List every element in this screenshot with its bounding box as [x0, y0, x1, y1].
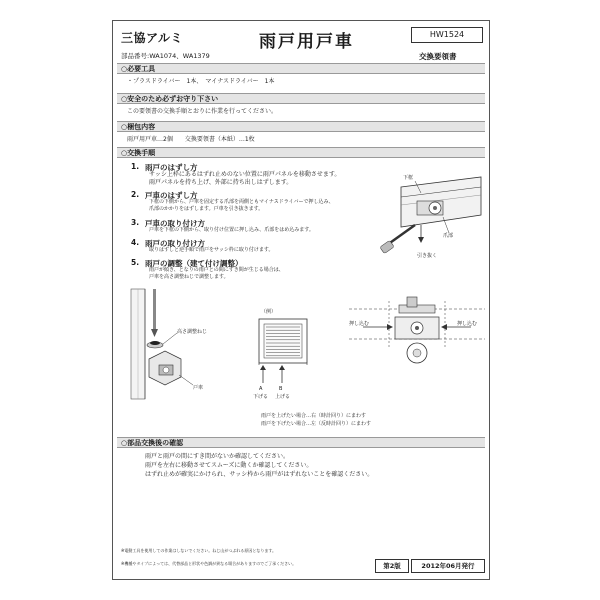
- step-1-title: 雨戸のはずし方: [145, 163, 198, 172]
- label-pull-out: 引き抜く: [417, 253, 438, 259]
- step-1-number: 1.: [131, 162, 140, 171]
- step-5-line-1: 雨戸が傾き、となりの雨戸との間にすき間が生じる場合は、: [149, 267, 284, 273]
- figure-panel-example: [257, 317, 309, 387]
- check-line-2: 雨戸を左右に移動させてスムーズに動くか確認してください。: [145, 462, 313, 469]
- section-tools-heading: ○必要工具: [117, 63, 485, 74]
- section-package-heading: ○梱包内容: [117, 121, 485, 132]
- label-b: B: [279, 386, 283, 392]
- section-check-heading: ○部品交換後の確認: [117, 437, 485, 448]
- figure-push-in: [349, 291, 485, 381]
- note-lower: 雨戸を下げたい場合…左（反時計回り）にまわす: [261, 421, 372, 427]
- step-3-number: 3.: [131, 218, 140, 227]
- step-1-line-1: サッシ上枠にあるはずれ止めのない位置に雨戸パネルを移動させます。: [149, 171, 341, 178]
- check-line-3: はずれ止めが確実にかけられ、サッシ枠から雨戸がはずれないことを確認ください。: [145, 471, 374, 478]
- step-5-title: 雨戸の調整（建て付け調整）: [145, 259, 243, 268]
- label-roller: 戸車: [193, 385, 204, 391]
- check-line-1: 雨戸と雨戸の間にすき間がないか確認してください。: [145, 453, 290, 460]
- step-1-line-2: 雨戸パネルを持ち上げ、外部に持ち出しはずします。: [149, 179, 293, 186]
- label-lower-frame: 下框: [403, 175, 414, 181]
- footer-note-1: ※電動工具を使用しての作業はしないでください。ねじ山がつぶれる原因となります。: [121, 548, 277, 553]
- figure-roller-removal: [381, 175, 485, 265]
- note-raise: 雨戸を上げたい場合…右（時計回り）にまわす: [261, 413, 367, 419]
- company-logo: 三協アルミ: [121, 31, 184, 45]
- issue-date-box: 2012年06月発行: [411, 559, 485, 573]
- label-claw: 爪部: [443, 233, 454, 239]
- edition-box: 第2版: [375, 559, 409, 573]
- step-5-number: 5.: [131, 258, 140, 267]
- section-safety-heading: ○安全のため必ずお守り下さい: [117, 93, 485, 104]
- step-4-line-1: 取りはずしと逆手順で雨戸をサッシ枠に取り付けます。: [149, 247, 274, 253]
- step-2-title: 戸車のはずし方: [145, 191, 198, 200]
- package-text: 雨戸用戸車…2個 交換要領書（本紙）…1枚: [127, 136, 255, 143]
- step-2-line-1: 下框の下側から、戸車を固定する爪部を両側ともマイナスドライバーで押し込み、: [149, 199, 334, 205]
- label-a: A: [259, 386, 263, 392]
- step-4-title: 雨戸の取り付け方: [145, 239, 205, 248]
- footer-note-2: ※機種やタイプによっては、代替部品と形状や色調が異なる場合がありますのでご了承ください。: [121, 561, 297, 566]
- label-raise: 上げる: [275, 394, 291, 400]
- step-2-number: 2.: [131, 190, 140, 199]
- part-numbers: 部品番号:WA1074、WA1379: [121, 52, 210, 60]
- document-code: HW1524: [411, 27, 483, 43]
- step-4-number: 4.: [131, 238, 140, 247]
- section-procedure-heading: ○交換手順: [117, 147, 485, 158]
- step-2-line-2: 爪部のかかりをはずします。戸車を引き抜きます。: [149, 206, 264, 212]
- instruction-sheet: [112, 20, 490, 580]
- step-3-title: 戸車の取り付け方: [145, 219, 205, 228]
- figure-height-adjust: [129, 289, 219, 401]
- label-height-screw: 高さ調整ねじ: [177, 329, 208, 335]
- label-push-right: 押し込む: [457, 321, 478, 327]
- label-lower: 下げる: [253, 394, 269, 400]
- safety-text: この要領書の交換手順とおりに作業を行ってください。: [127, 108, 278, 115]
- step-5-line-2: 戸車を高さ調整ねじで調整します。: [149, 274, 229, 280]
- manual-label: 交換要領書: [419, 52, 457, 61]
- step-3-line-1: 戸車を下框の下側から、取り付け位置に押し込み、爪部をはめ込みます。: [149, 227, 314, 233]
- label-example: （例）: [261, 309, 277, 315]
- label-push-left: 押し込む: [349, 321, 370, 327]
- page-title: 雨戸用戸車: [259, 32, 354, 52]
- tools-text: ・プラスドライバー 1本、 マイナスドライバー 1本: [127, 78, 275, 85]
